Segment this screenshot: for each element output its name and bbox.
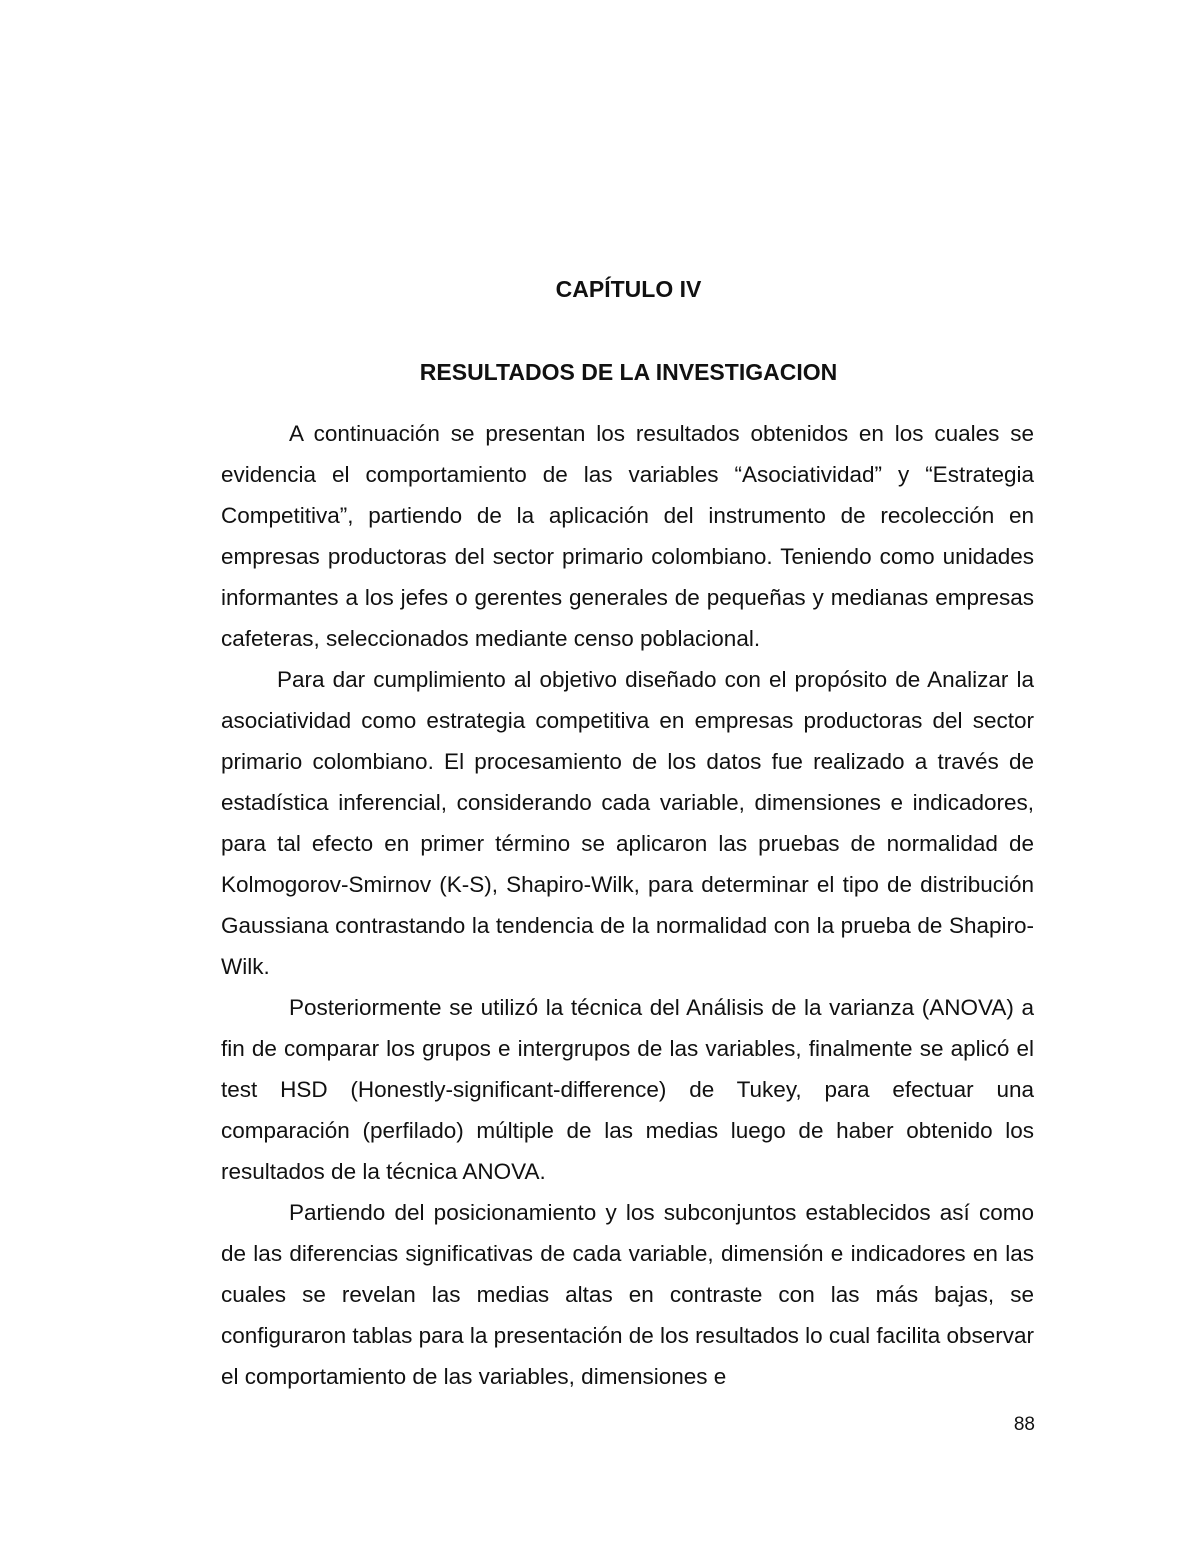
page-number: 88 [1013, 1414, 1035, 1435]
section-heading: RESULTADOS DE LA INVESTIGACION [419, 359, 838, 385]
paragraph-2: Para dar cumplimiento al objetivo diseñado con el propósito de Analizar la asociatividad como estrategia competitiva en empresas productoras del sector primario colombiano. El procesamiento de los datos fue realizado a través de estadística inferencial, considerando cada variable, dimensiones e indicadores, para tal efecto en primer término se aplicaron las pruebas de normalidad de Kolmogorov-Smirnov (K-S), Shapiro-Wilk, para determinar el tipo de distribución Gaussiana contrastando la tendencia de la normalidad con la prueba de Shapiro-Wilk. [221, 667, 1034, 979]
paragraph-1: A continuación se presentan los resultados obtenidos en los cuales se evidencia el comportamiento de las variables “Asociatividad” y “Estrategia Competitiva”, partiendo de la aplicación del instrumento de recolección en empresas productoras del sector primario colombiano. Teniendo como unidades informantes a los jefes o gerentes generales de pequeñas y medianas empresas cafeteras, seleccionados mediante censo poblacional. [221, 421, 1034, 651]
paragraph-3: Posteriormente se utilizó la técnica del Análisis de la varianza (ANOVA) a fin de comparar los grupos e intergrupos de las variables, finalmente se aplicó el test HSD (Honestly-significant-difference) de Tukey, para efectuar una comparación (perfilado) múltiple de las medias luego de haber obtenido los resultados de la técnica ANOVA. [221, 995, 1034, 1184]
paragraph-4: Partiendo del posicionamiento y los subconjuntos establecidos así como de las diferencias significativas de cada variable, dimensión e indicadores en las cuales se revelan las medias altas en contraste con las más bajas, se configuraron tablas para la presentación de los resultados lo cual facilita observar el comportamiento de las variables, dimensiones e [221, 1200, 1034, 1389]
chapter-heading: CAPÍTULO IV [555, 276, 702, 302]
body-text [221, 413, 1034, 1397]
